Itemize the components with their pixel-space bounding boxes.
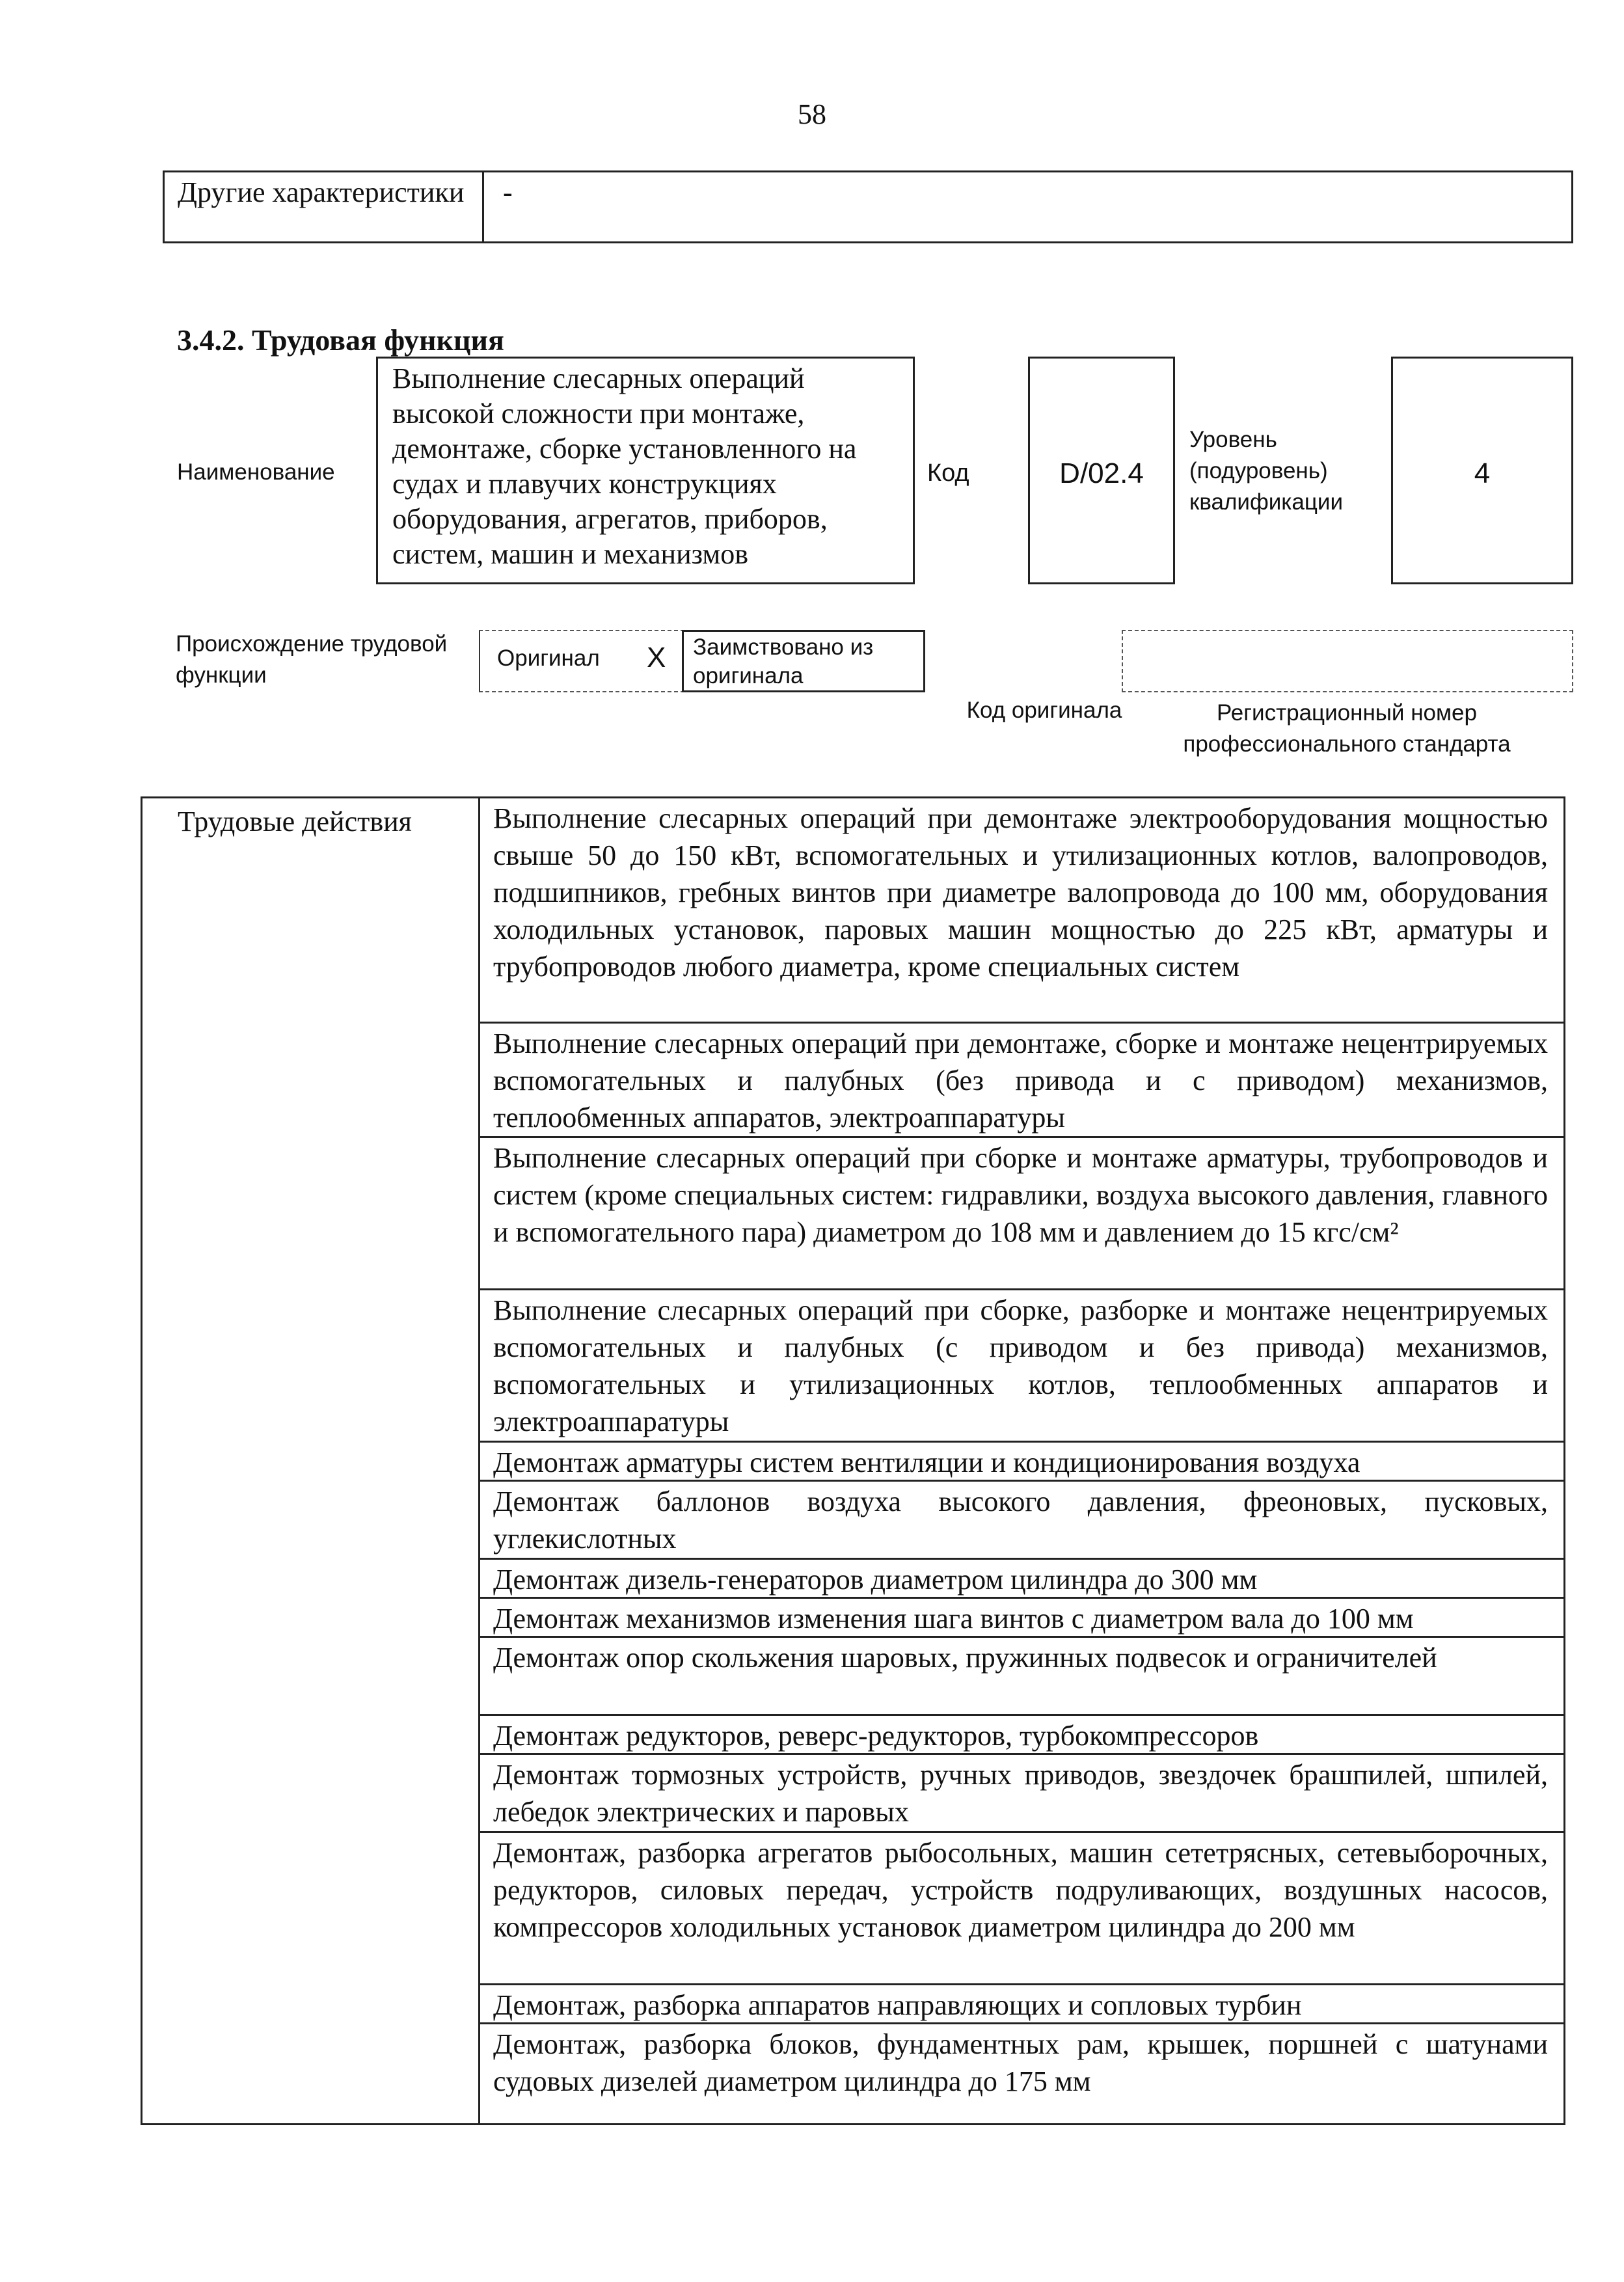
other-characteristics-table (163, 170, 1573, 243)
function-name-label: Наименование (177, 459, 335, 485)
origin-box (479, 630, 925, 692)
table-row (480, 1482, 1563, 1560)
function-code-label: Код (927, 459, 969, 487)
qualification-level-value: 4 (1474, 457, 1491, 489)
other-characteristics-label: Другие характеристики (178, 176, 465, 208)
table-row (480, 798, 1563, 1024)
action-text: Выполнение слесарных операций при сборке, разборке и монтаже нецентрируемых вспомогательных и палубных (с приводом и без привода) механизмов, вспомогательных и утилизационных котлов, теплообменных аппаратов и электроаппаратуры (493, 1294, 1548, 1437)
table-row (480, 1985, 1563, 2024)
labor-actions-label: Трудовые действия (178, 806, 412, 837)
function-name-box (376, 357, 915, 584)
table-row (480, 1638, 1563, 1716)
borrowed-label: Заимствовано из оригинала (693, 634, 874, 688)
action-text: Демонтаж арматуры систем вентиляции и кондиционирования воздуха (493, 1447, 1360, 1478)
table-row (480, 1443, 1563, 1482)
table-row (480, 1716, 1563, 1755)
table-row (480, 1138, 1563, 1290)
action-text: Демонтаж тормозных устройств, ручных приводов, звездочек брашпилей, шпилей, лебедок электрических и паровых (493, 1759, 1548, 1828)
action-text: Демонтаж механизмов изменения шага винтов с диаметром вала до 100 мм (493, 1603, 1414, 1635)
table-divider (482, 172, 484, 241)
page-number: 58 (798, 98, 826, 130)
table-row (480, 1024, 1563, 1138)
action-text: Выполнение слесарных операций при сборке и монтаже арматуры, трубопроводов и систем (кроме специальных систем: гидравлики, воздуха высокого давления, главного и вспомогательного пара) диаметром до 108 мм и давлением до 15 кгс/см² (493, 1142, 1548, 1248)
function-name-value: Выполнение слесарных операций высокой сложности при монтаже, демонтаже, сборке установленного на судах и плавучих конструкциях оборудования, агрегатов, приборов, систем, машин и механизмов (392, 362, 857, 570)
original-code-box (1122, 630, 1573, 692)
action-text: Демонтаж редукторов, реверс-редукторов, турбокомпрессоров (493, 1720, 1259, 1752)
table-row (480, 1290, 1563, 1443)
original-label: Оригинал (497, 645, 600, 671)
action-text: Демонтаж, разборка блоков, фундаментных рам, крышек, поршней с шатунами судовых дизелей диаметром цилиндра до 175 мм (493, 2028, 1548, 2097)
qualification-level-box (1391, 357, 1573, 584)
function-code-value: D/02.4 (1059, 457, 1144, 489)
qualification-level-label: Уровень (подуровень) квалификации (1189, 427, 1343, 515)
action-text: Выполнение слесарных операций при демонтаже электрооборудования мощностью свыше 50 до 150 кВт, вспомогательных и утилизационных котлов, валопроводов, подшипников, гребных винтов при диаметре валопровода до 100 мм, оборудования холодильных установок, паровых машин мощностью до 225 кВт, арматуры и трубопроводов любого диаметра, кроме специальных систем (493, 802, 1548, 983)
origin-label: Происхождение трудовой функции (176, 631, 448, 688)
table-row (480, 1599, 1563, 1638)
action-text: Демонтаж баллонов воздуха высокого давления, фреоновых, пусковых, углекислотных (493, 1486, 1548, 1555)
action-text: Демонтаж, разборка агрегатов рыбосольных, машин сететрясных, сетевыборочных, редукторов, силовых передач, устройств подруливающих, воздушных насосов, компрессоров холодильных установок диаметром цилиндра до 200 мм (493, 1837, 1548, 1943)
reg-number-caption: Регистрационный номер профессионального стандарта (1183, 700, 1511, 757)
table-row (480, 1833, 1563, 1985)
action-text: Демонтаж, разборка аппаратов направляющих и сопловых турбин (493, 1989, 1302, 2021)
table-row (480, 1755, 1563, 1833)
original-mark: X (647, 642, 666, 673)
action-text: Выполнение слесарных операций при демонтаже, сборке и монтаже нецентрируемых вспомогательных и палубных (без привода и с приводом) механизмов, теплообменных аппаратов, электроаппаратуры (493, 1027, 1548, 1134)
original-code-caption: Код оригинала (966, 698, 1122, 723)
other-characteristics-value: - (503, 176, 513, 208)
action-text: Демонтаж дизель-генераторов диаметром цилиндра до 300 мм (493, 1564, 1258, 1596)
section-title: 3.4.2. Трудовая функция (177, 323, 504, 357)
table-row (480, 2024, 1563, 2123)
table-row (480, 1560, 1563, 1599)
function-code-box (1028, 357, 1175, 584)
labor-actions-table (141, 796, 1565, 2125)
borrowed-box (682, 630, 925, 692)
action-text: Демонтаж опор скольжения шаровых, пружинных подвесок и ограничителей (493, 1642, 1437, 1674)
